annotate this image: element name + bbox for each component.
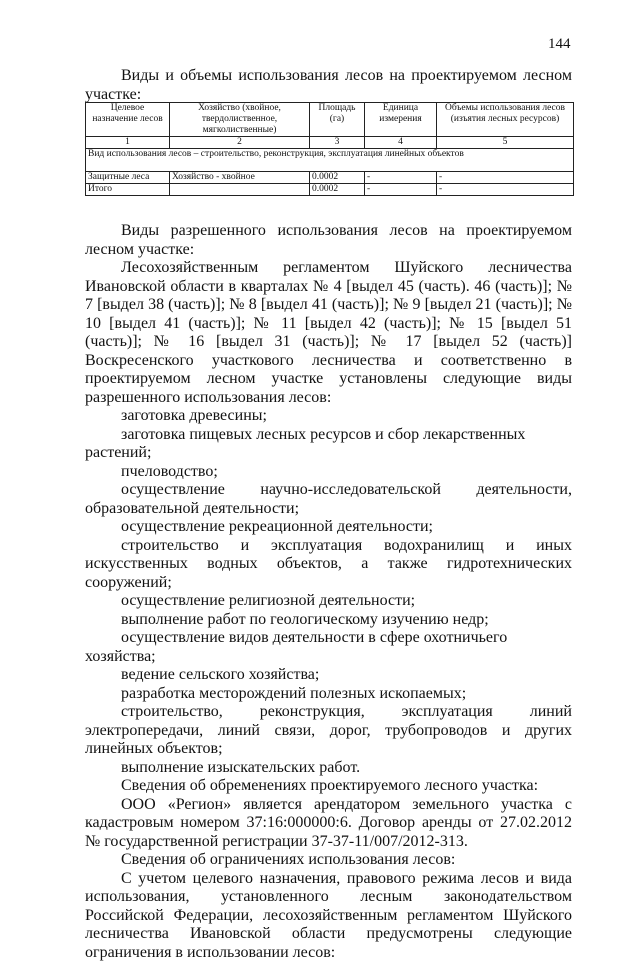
header-unit: Единица измерения — [365, 103, 437, 137]
regulation-paragraph: Лесохозяйственным регламентом Шуйского лесничества Ивановской области в кварталах № 4 [выдел 45 (часть). 46 (часть)]; № 7 [выдел 38 (часть)]; № 8 [выдел 41 (часть)]; № 9 [выдел 21 (часть)]; № 10 [выдел 41 (часть)]; № 11 [выдел 42 (часть)]; № 15 [выдел 51 (часть)]; № 16 [выдел 31 (часть)]; № 17 [выдел 52 (часть)] Воскресенского участкового лесничества и соответственно в проектируемом лесном участке установлены следующие виды разрешенного использования лесов: — [85, 259, 572, 407]
column-number: 3 — [310, 137, 365, 149]
table-cell: 0.0002 — [310, 184, 365, 196]
column-number-row — [86, 137, 574, 149]
table-row — [86, 172, 574, 184]
list-item: осуществление религиозной деятельности; — [85, 592, 572, 611]
table-cell: - — [365, 172, 437, 184]
encumbrance-heading: Сведения об обременениях проектируемого лесного участка: — [85, 777, 572, 796]
list-item: осуществление научно-исследовательской деятельности, образовательной деятельности; — [85, 481, 572, 518]
list-item: строительство, реконструкция, эксплуатация линий электропередачи, линий связи, дорог, трубопроводов и других линейных объектов; — [85, 703, 572, 759]
table-cell: - — [437, 184, 574, 196]
table-header-row — [86, 103, 574, 137]
list-item: пчеловодство; — [85, 463, 572, 482]
table-cell: Хозяйство - хвойное — [170, 172, 310, 184]
table-cell: Защитные леса — [86, 172, 170, 184]
table-cell — [170, 184, 310, 196]
use-type-cell: Вид использования лесов – строительство, реконструкция, эксплуатация линейных объектов — [86, 149, 574, 172]
header-purpose: Целевое назначение лесов — [86, 103, 170, 137]
document-body — [85, 222, 572, 962]
list-item: выполнение работ по геологическому изучению недр; — [85, 611, 572, 630]
table-cell: 0.0002 — [310, 172, 365, 184]
list-item: осуществление рекреационной деятельности; — [85, 518, 572, 537]
header-area: Площадь (га) — [310, 103, 365, 137]
list-item: осуществление видов деятельности в сфере охотничьего хозяйства; — [85, 629, 572, 666]
forest-use-table — [85, 102, 574, 196]
use-type-row — [86, 149, 574, 172]
page-number: 144 — [548, 36, 571, 53]
permitted-heading: Виды разрешенного использования лесов на проектируемом лесном участке: — [85, 222, 572, 259]
list-item: ведение сельского хозяйства; — [85, 666, 572, 685]
list-item: разработка месторождений полезных ископаемых; — [85, 685, 572, 704]
list-item: заготовка пищевых лесных ресурсов и сбор лекарственных растений; — [85, 426, 572, 463]
table-cell: - — [437, 172, 574, 184]
encumbrance-text: ООО «Регион» является арендатором земельного участка с кадастровым номером 37:16:000000:6. Договор аренды от 27.02.2012 № государственной регистрации 37-37-11/007/2012-313. — [85, 796, 572, 852]
restrictions-text: С учетом целевого назначения, правового режима лесов и вида использования, установленного лесным законодательством Российской Федерации, лесохозяйственным регламентом Шуйского лесничества Ивановской области предусмотрены следующие ограничения в использовании лесов: — [85, 870, 572, 962]
table-cell: Итого — [86, 184, 170, 196]
table-cell: - — [365, 184, 437, 196]
header-farming: Хозяйство (хвойное, твердолиственное, мягколиственные) — [170, 103, 310, 137]
list-item: строительство и эксплуатация водохранилищ и иных искусственных водных объектов, а также гидротехнических сооружений; — [85, 537, 572, 593]
column-number: 4 — [365, 137, 437, 149]
list-item: заготовка древесины; — [85, 407, 572, 426]
restrictions-heading: Сведения об ограничениях использования лесов: — [85, 851, 572, 870]
column-number: 5 — [437, 137, 574, 149]
list-item: выполнение изыскательских работ. — [85, 759, 572, 778]
table-row-total — [86, 184, 574, 196]
column-number: 1 — [86, 137, 170, 149]
column-number: 2 — [170, 137, 310, 149]
header-volumes: Объемы использования лесов (изъятия лесных ресурсов) — [437, 103, 574, 137]
table-heading: Виды и объемы использования лесов на проектируемом лесном участке: — [85, 66, 572, 104]
